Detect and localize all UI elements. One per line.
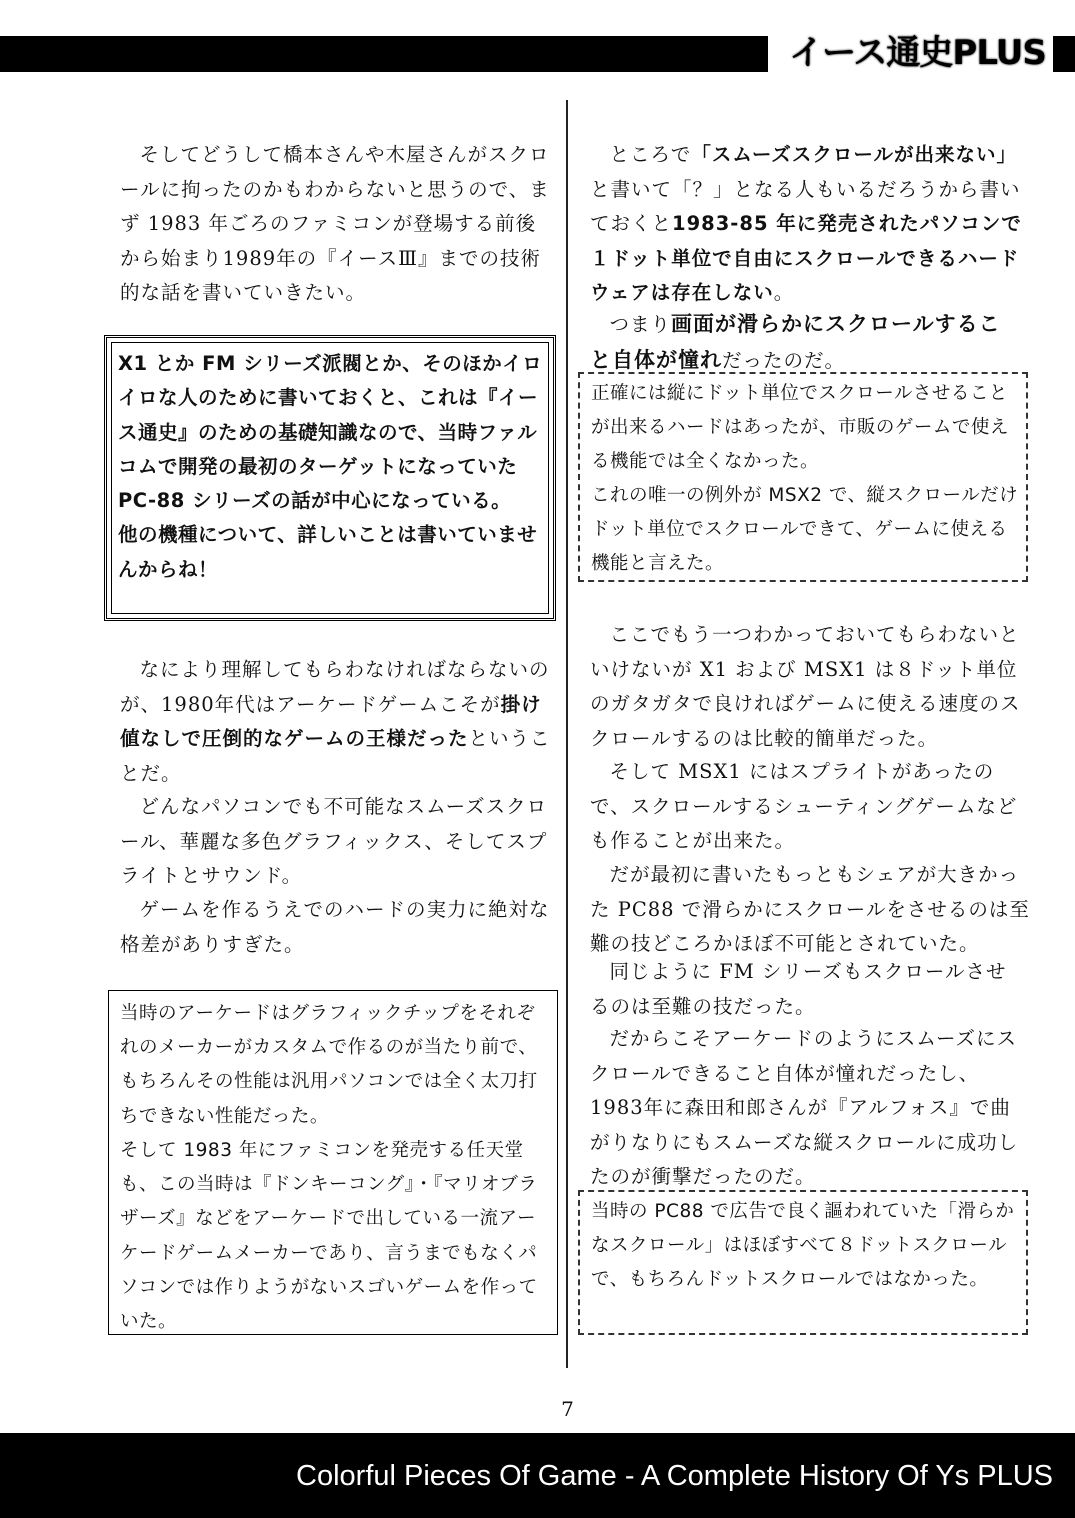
left-paragraph-4: ゲームを作るうえでのハードの実力に絶対な格差がありすぎた。 xyxy=(120,898,550,956)
series-logo: イース通史PLUS xyxy=(789,33,1046,73)
left-paragraph-2-emphasis: 掛け値なしで圧倒的なゲームの王様だった xyxy=(120,692,542,750)
right-paragraph-2-emphasis: 画面が滑らかにスクロールすること自体が憧れ xyxy=(590,312,1001,372)
right-paragraph-6: 同じように FM シリーズもスクロールさせるのは至難の技だった。 xyxy=(590,960,1007,1018)
pc88-note-text: 当時の PC88 で広告で良く謳われていた「滑らかなスクロール」はほぼすべて８ドットスクロールで、もちろんドットスクロールではなかった。 xyxy=(591,1201,1015,1291)
right-paragraph-1-lead: ところで xyxy=(609,143,692,166)
right-paragraph-2 xyxy=(590,307,1022,378)
right-paragraph-1-emphasis-1: 「スムーズスクロールが出来ない」 xyxy=(691,143,1017,166)
scroll-note-text-2: これの唯一の例外が MSX2 で、縦スクロールだけドット単位でスクロールできて、ゲームに使える機能と言えた。 xyxy=(591,485,1019,575)
page-number: 7 xyxy=(561,1397,574,1421)
notice-box-text-1: X1 とか FM シリーズ派閥とか、そのほかイロイロな人のために書いておくと、これは『イース通史』のための基礎知識なので、当時ファルコムで開発の最初のターゲットになっていた PC-88 シリーズの話が中心になっている。 xyxy=(118,352,543,513)
right-paragraph-1-end: 。 xyxy=(773,281,795,304)
right-paragraph-5: だが最初に書いたもっともシェアが大きかった PC88 で滑らかにスクロールをさせるのは至難の技どころかほぼ不可能とされていた。 xyxy=(590,863,1030,955)
left-paragraph-2-text: なにより理解してもらわなければならないのが、1980年代はアーケードゲームこそが xyxy=(120,658,550,716)
left-paragraph-2 xyxy=(120,653,552,791)
scroll-note-text-1: 正確には縦にドット単位でスクロールさせることが出来るハードはあったが、市販のゲームで使える機能では全くなかった。 xyxy=(591,383,1009,473)
column-divider xyxy=(566,100,568,1368)
right-paragraph-1-mid: と書いて「？」となる人もいるだろうから書いておくと xyxy=(590,177,1021,235)
arcade-note-text-1: 当時のアーケードはグラフィックチップをそれぞれのメーカーがカスタムで作るのが当たり前で、もちろんその性能は汎用パソコンでは全く太刀打ちできない性能だった。 xyxy=(120,1003,538,1127)
arcade-note-text-2: そして 1983 年にファミコンを発売する任天堂も、この当時は『ドンキーコング』・『マリオブラザーズ』などをアーケードで出している一流アーケードゲームメーカーであり、言うまでもなくパソコンでは作りようがないスゴいゲームを作っていた。 xyxy=(120,1140,538,1333)
right-paragraph-2-tail: だったのだ。 xyxy=(722,348,846,372)
left-paragraph-1: そしてどうして橋本さんや木屋さんがスクロールに拘ったのかもわからないと思うので、まず 1983 年ごろのファミコンが登場する前後から始まり1989年の『イースⅢ』までの技術的な話を書いていきたい。 xyxy=(120,143,550,304)
notice-box-text-2: 他の機種について、詳しいことは書いていませんからね！ xyxy=(118,523,538,581)
notice-box xyxy=(118,347,552,587)
left-paragraph-3: どんなパソコンでも不可能なスムーズスクロール、華麗な多色グラフィックス、そしてスプライトとサウンド。 xyxy=(120,795,548,887)
left-paragraph-2-tail: ということだ。 xyxy=(120,727,551,785)
right-paragraph-7: だからこそアーケードのようにスムーズにスクロールできること自体が憧れだったし、1983年に森田和郎さんが『アルフォス』で曲がりなりにもスムーズな縦スクロールに成功したのが衝撃だったのだ。 xyxy=(590,1027,1019,1188)
right-paragraph-1-emphasis-2: 1983-85 年に発売されたパソコンで１ドット単位で自由にスクロールできるハードウェアは存在しない xyxy=(590,212,1022,304)
right-paragraph-4: そして MSX1 にはスプライトがあったので、スクロールするシューティングゲームなども作ることが出来た。 xyxy=(590,760,1018,852)
right-paragraph-2-lead: つまり xyxy=(609,313,672,336)
book-title: Colorful Pieces Of Game - A Complete History Of Ys PLUS xyxy=(296,1460,1053,1492)
right-paragraph-1 xyxy=(590,138,1022,311)
right-paragraph-3: ここでもう一つわかっておいてもらわないといけないが X1 および MSX1 は８ドット単位のガタガタで良ければゲームに使える速度のスクロールするのは比較的簡単だった。 xyxy=(590,623,1021,750)
